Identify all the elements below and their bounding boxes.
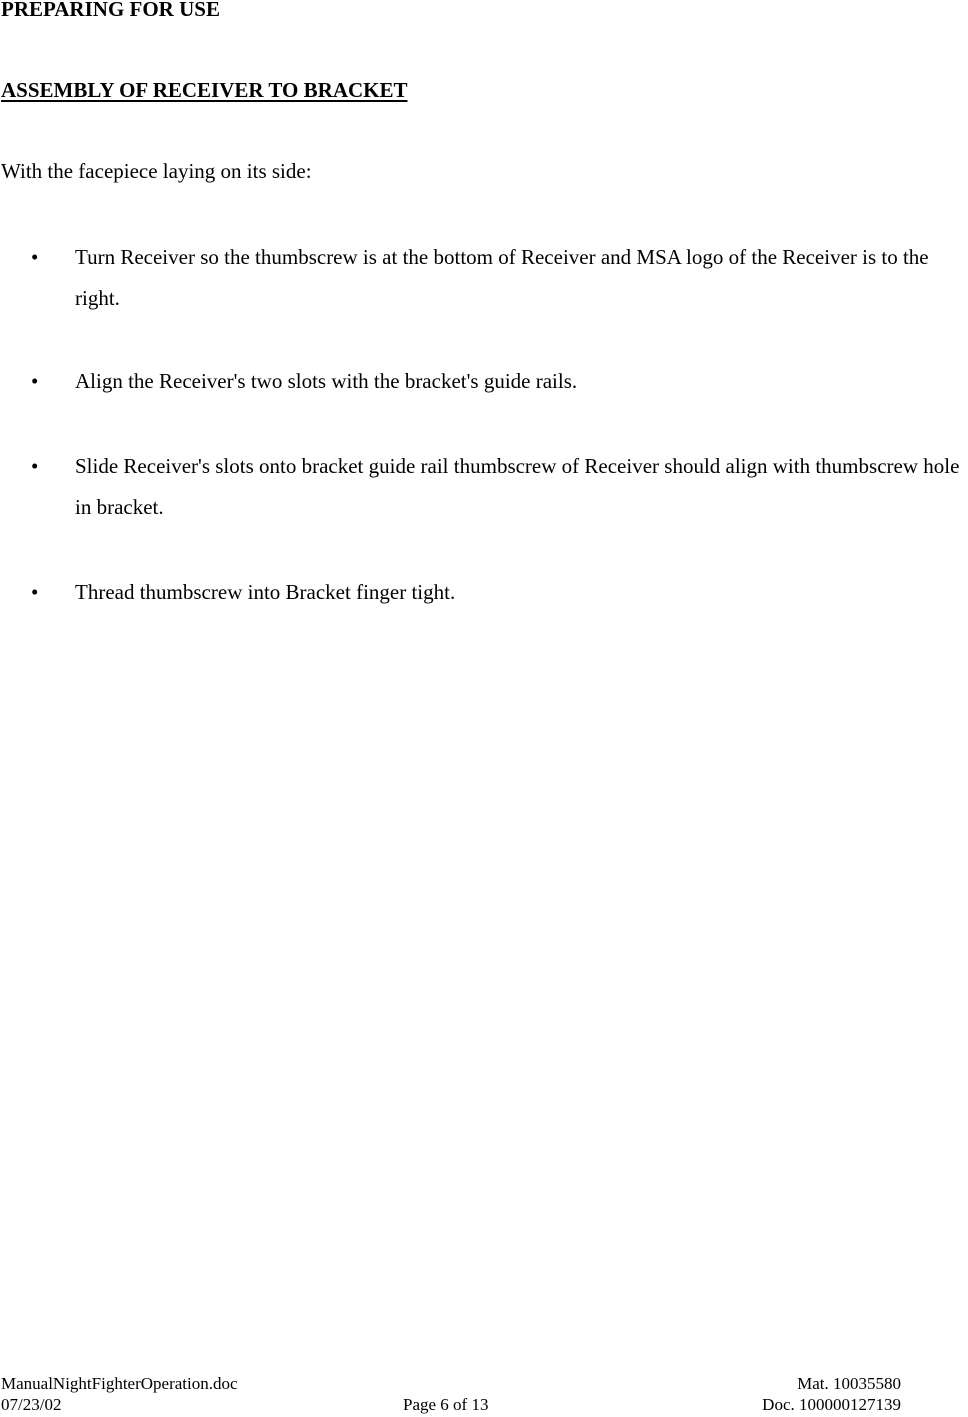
section-title: PREPARING FOR USE	[1, 0, 220, 21]
bullet-icon: •	[31, 369, 39, 393]
footer-material-number: Mat. 10035580	[797, 1374, 901, 1393]
subsection-title: ASSEMBLY OF RECEIVER TO BRACKET	[1, 78, 408, 102]
footer-date: 07/23/02	[1, 1395, 62, 1414]
step-text: Turn Receiver so the thumbscrew is at the bottom of Receiver and MSA logo of the Receiver is to the right.	[75, 245, 929, 310]
step-text: Slide Receiver's slots onto bracket guide rail thumbscrew of Receiver should align with thumbscrew hole in bracket.	[75, 454, 960, 519]
bullet-icon: •	[31, 245, 39, 269]
footer-filename: ManualNightFighterOperation.doc	[1, 1374, 238, 1393]
bullet-icon: •	[31, 454, 39, 478]
bullet-icon: •	[31, 580, 39, 604]
step-text: Align the Receiver's two slots with the bracket's guide rails.	[75, 369, 578, 393]
intro-text: With the facepiece laying on its side:	[1, 159, 312, 183]
footer-doc-number: Doc. 100000127139	[762, 1395, 901, 1414]
footer-page-number: Page 6 of 13	[403, 1395, 489, 1414]
page-footer	[0, 1373, 968, 1417]
step-text: Thread thumbscrew into Bracket finger tight.	[75, 580, 456, 604]
